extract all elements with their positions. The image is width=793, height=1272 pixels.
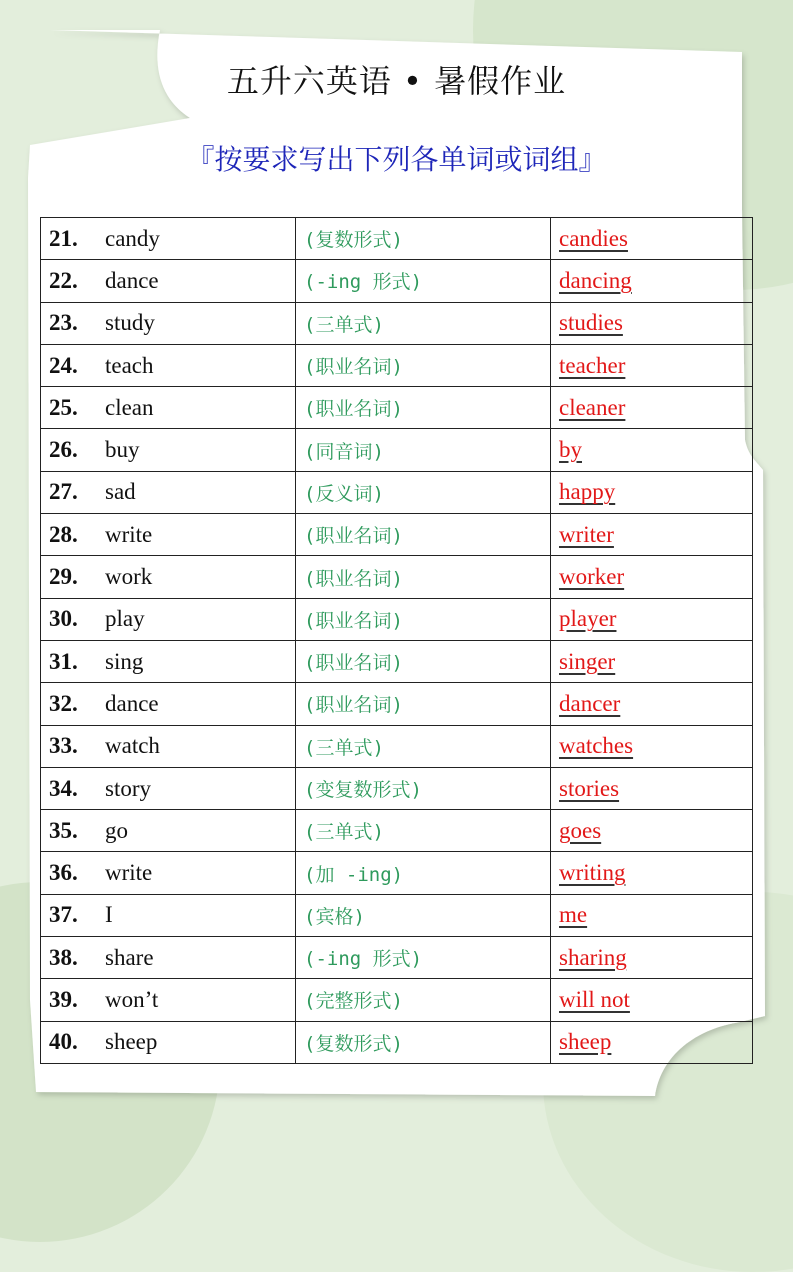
- hint-cell: (反义词): [296, 471, 551, 513]
- hint-cell: (宾格): [296, 894, 551, 936]
- hint-cell: (-ing 形式): [296, 260, 551, 302]
- answer-cell: [551, 640, 753, 682]
- question-number: 24.: [49, 352, 78, 378]
- source-word: watch: [105, 733, 160, 759]
- hint-cell: (职业名词): [296, 556, 551, 598]
- source-word: buy: [105, 437, 140, 463]
- word-cell: [41, 556, 296, 598]
- table-row: [41, 598, 753, 640]
- word-cell: [41, 852, 296, 894]
- answer-cell: [551, 429, 753, 471]
- table-row: [41, 640, 753, 682]
- answer-text: sharing: [559, 944, 627, 970]
- word-cell: [41, 894, 296, 936]
- word-cell: [41, 471, 296, 513]
- answer-cell: [551, 471, 753, 513]
- source-word: dance: [105, 267, 159, 293]
- source-word: work: [105, 564, 153, 590]
- source-word: play: [105, 606, 145, 632]
- answer-cell: [551, 302, 753, 344]
- hint-cell: (-ing 形式): [296, 937, 551, 979]
- answer-text: watches: [559, 733, 634, 759]
- answer-cell: [551, 218, 753, 260]
- hint-cell: (职业名词): [296, 598, 551, 640]
- answer-text: dancing: [559, 267, 632, 293]
- hint-cell: (同音词): [296, 429, 551, 471]
- table-row: [41, 979, 753, 1021]
- answer-cell: [551, 387, 753, 429]
- question-number: 40.: [49, 1029, 78, 1055]
- source-word: go: [105, 817, 128, 843]
- table-row: [41, 344, 753, 386]
- source-word: sheep: [105, 1029, 158, 1055]
- answer-text: worker: [559, 564, 625, 590]
- word-cell: [41, 767, 296, 809]
- question-number: 39.: [49, 986, 78, 1012]
- question-number: 37.: [49, 902, 78, 928]
- source-word: teach: [105, 352, 154, 378]
- table-row: [41, 514, 753, 556]
- word-cell: [41, 640, 296, 682]
- source-word: won’t: [105, 986, 159, 1012]
- word-cell: [41, 344, 296, 386]
- source-word: dance: [105, 690, 159, 716]
- answer-cell: [551, 1021, 753, 1063]
- question-number: 34.: [49, 775, 78, 801]
- table-row: [41, 767, 753, 809]
- word-cell: [41, 937, 296, 979]
- source-word: share: [105, 944, 154, 970]
- answer-text: dancer: [559, 690, 621, 716]
- hint-cell: (职业名词): [296, 683, 551, 725]
- question-number: 23.: [49, 310, 78, 336]
- source-word: write: [105, 860, 153, 886]
- answer-cell: [551, 514, 753, 556]
- word-cell: [41, 260, 296, 302]
- question-number: 22.: [49, 267, 78, 293]
- table-row: [41, 302, 753, 344]
- answer-text: sheep: [559, 1029, 612, 1055]
- question-number: 21.: [49, 225, 78, 251]
- table-row: [41, 894, 753, 936]
- answer-text: candies: [559, 225, 628, 251]
- source-word: story: [105, 775, 151, 801]
- answer-cell: [551, 810, 753, 852]
- question-number: 38.: [49, 944, 78, 970]
- word-cell: [41, 429, 296, 471]
- question-number: 25.: [49, 394, 78, 420]
- question-number: 26.: [49, 437, 78, 463]
- word-cell: [41, 387, 296, 429]
- word-cell: [41, 810, 296, 852]
- answer-cell: [551, 767, 753, 809]
- answer-text: by: [559, 437, 582, 463]
- answer-cell: [551, 937, 753, 979]
- answer-text: will not: [559, 986, 630, 1012]
- table-row: [41, 260, 753, 302]
- source-word: sing: [105, 648, 144, 674]
- question-number: 35.: [49, 817, 78, 843]
- hint-cell: (职业名词): [296, 640, 551, 682]
- answer-cell: [551, 556, 753, 598]
- hint-cell: (职业名词): [296, 514, 551, 556]
- question-number: 27.: [49, 479, 78, 505]
- hint-cell: (复数形式): [296, 218, 551, 260]
- question-number: 32.: [49, 690, 78, 716]
- source-word: clean: [105, 394, 154, 420]
- answer-text: cleaner: [559, 394, 626, 420]
- answer-cell: [551, 852, 753, 894]
- source-word: sad: [105, 479, 136, 505]
- word-cell: [41, 725, 296, 767]
- word-cell: [41, 302, 296, 344]
- word-cell: [41, 1021, 296, 1063]
- answer-text: me: [559, 902, 588, 928]
- table-row: [41, 556, 753, 598]
- table-row: [41, 852, 753, 894]
- hint-cell: (变复数形式): [296, 767, 551, 809]
- word-cell: [41, 979, 296, 1021]
- source-word: candy: [105, 225, 160, 251]
- source-word: study: [105, 310, 155, 336]
- table-row: [41, 1021, 753, 1063]
- hint-cell: (三单式): [296, 725, 551, 767]
- answer-text: teacher: [559, 352, 626, 378]
- hint-cell: (职业名词): [296, 344, 551, 386]
- answer-cell: [551, 683, 753, 725]
- question-number: 33.: [49, 733, 78, 759]
- page-title: 五升六英语 • 暑假作业: [226, 62, 567, 100]
- table-row: [41, 937, 753, 979]
- source-word: I: [105, 902, 113, 928]
- answer-text: player: [559, 606, 617, 632]
- word-cell: [41, 598, 296, 640]
- word-cell: [41, 683, 296, 725]
- question-number: 29.: [49, 564, 78, 590]
- hint-cell: (加 -ing): [296, 852, 551, 894]
- table-row: [41, 725, 753, 767]
- hint-cell: (完整形式): [296, 979, 551, 1021]
- answer-cell: [551, 894, 753, 936]
- answer-cell: [551, 598, 753, 640]
- answer-cell: [551, 725, 753, 767]
- hint-cell: (职业名词): [296, 387, 551, 429]
- word-cell: [41, 514, 296, 556]
- answer-text: stories: [559, 775, 620, 801]
- vocabulary-table: [40, 217, 753, 1064]
- hint-cell: (三单式): [296, 810, 551, 852]
- word-cell: [41, 218, 296, 260]
- hint-cell: (三单式): [296, 302, 551, 344]
- question-number: 28.: [49, 521, 78, 547]
- table-row: [41, 387, 753, 429]
- hint-cell: (复数形式): [296, 1021, 551, 1063]
- answer-cell: [551, 260, 753, 302]
- table-row: [41, 810, 753, 852]
- answer-text: singer: [559, 648, 616, 674]
- answer-text: goes: [559, 817, 602, 843]
- table-row: [41, 683, 753, 725]
- table-row: [41, 218, 753, 260]
- answer-cell: [551, 979, 753, 1021]
- answer-text: writing: [559, 860, 626, 886]
- source-word: write: [105, 521, 153, 547]
- question-number: 31.: [49, 648, 78, 674]
- table-row: [41, 429, 753, 471]
- answer-text: writer: [559, 521, 614, 547]
- answer-text: studies: [559, 310, 623, 336]
- answer-cell: [551, 344, 753, 386]
- question-number: 36.: [49, 860, 78, 886]
- question-number: 30.: [49, 606, 78, 632]
- table-row: [41, 471, 753, 513]
- answer-text: happy: [559, 479, 616, 505]
- instruction-heading: 『按要求写出下列各单词或词组』: [186, 143, 607, 176]
